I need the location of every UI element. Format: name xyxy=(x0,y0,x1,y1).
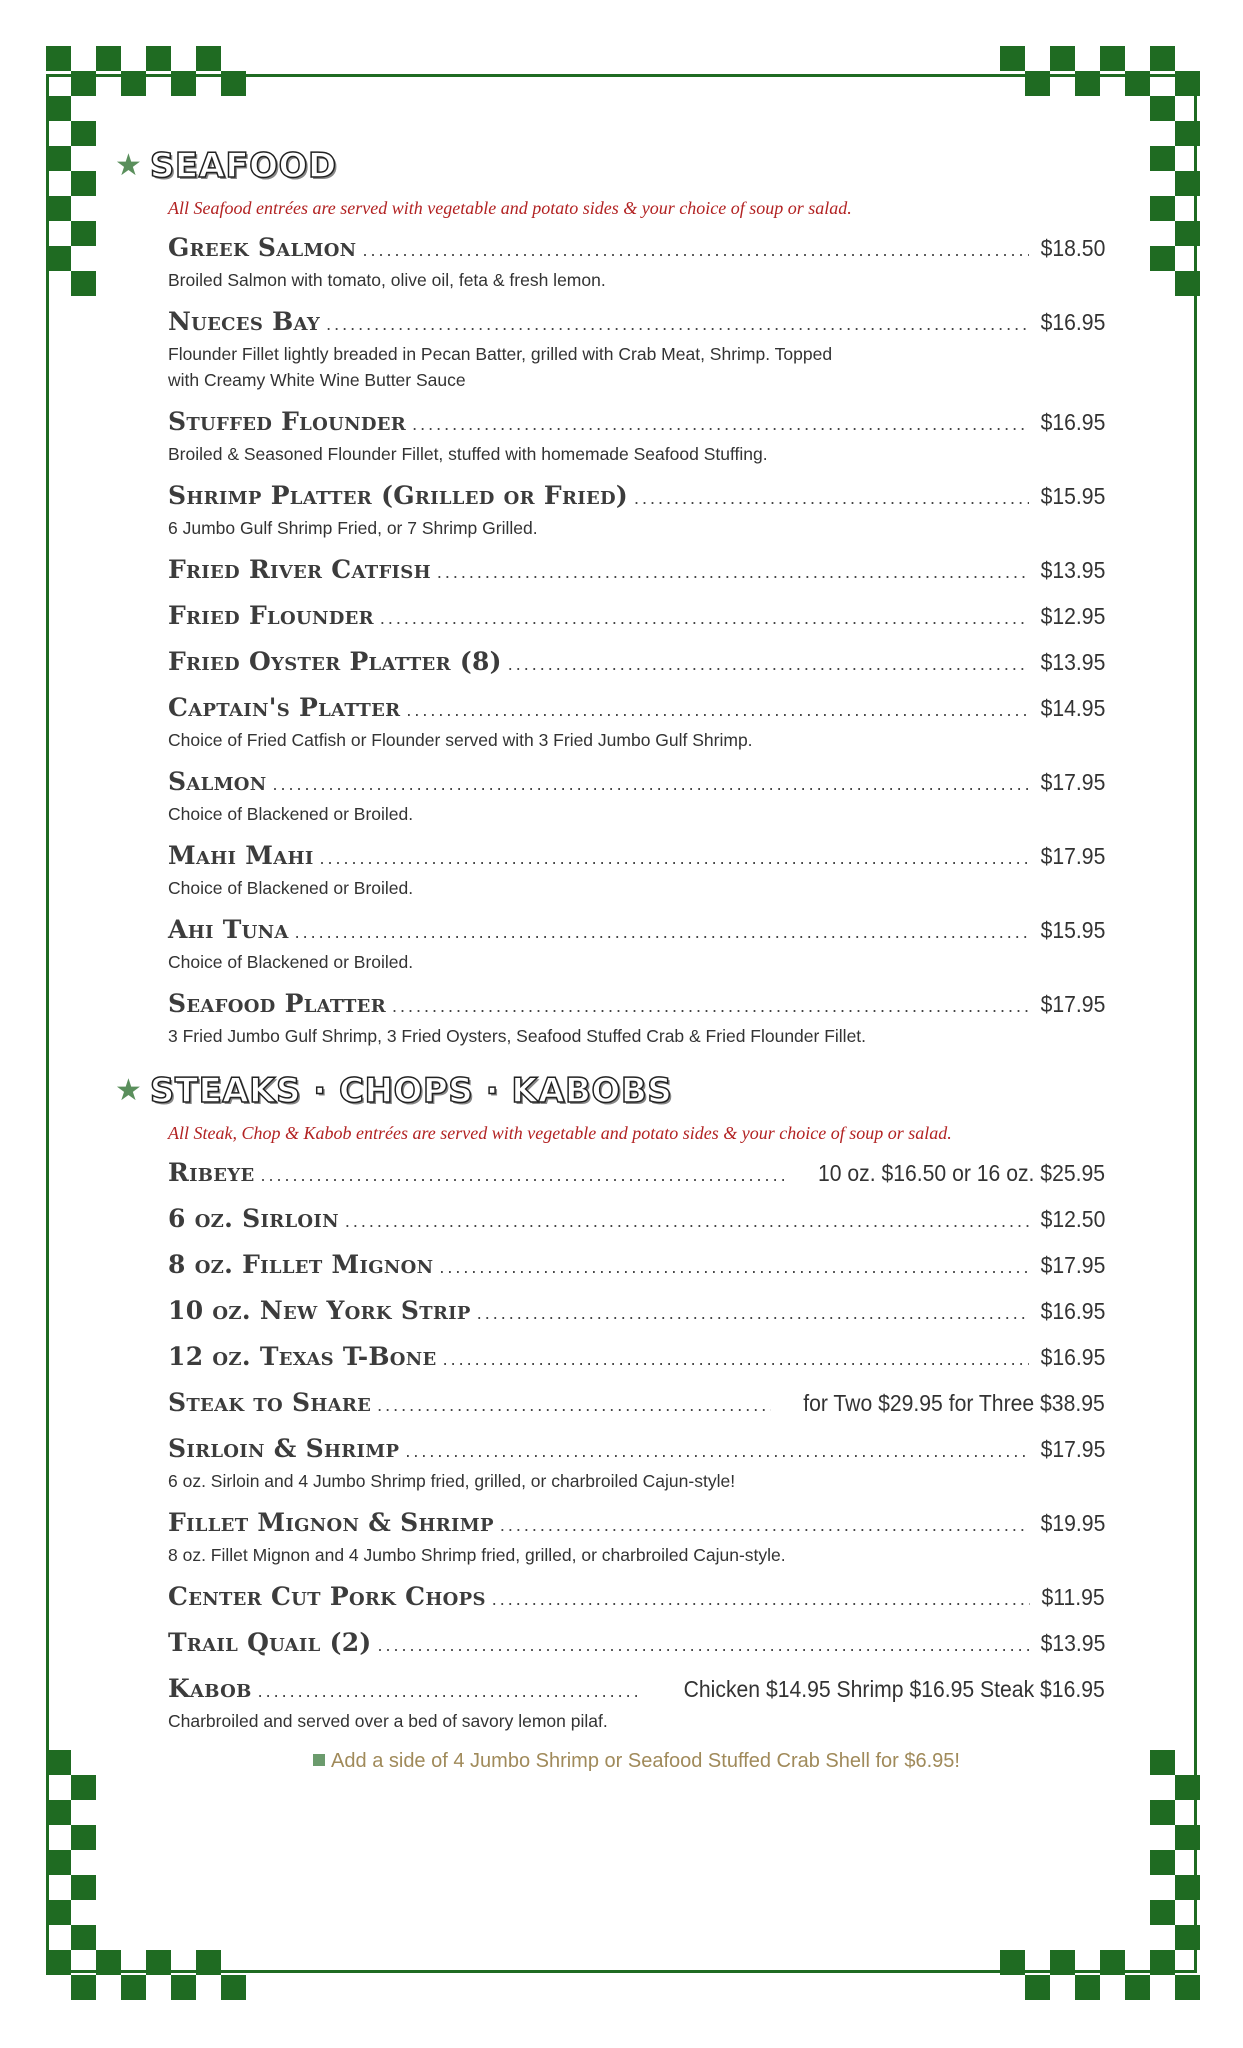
dot-leader xyxy=(380,608,1029,629)
item-name: Ribeye xyxy=(168,1158,255,1187)
checker-square xyxy=(1150,1950,1175,1975)
checker-square xyxy=(1175,1775,1200,1800)
item-description: 3 Fried Jumbo Gulf Shrimp, 3 Fried Oysters, Seafood Stuffed Crab & Fried Flounder Fillet. xyxy=(168,1026,867,1046)
menu-item xyxy=(168,1508,1105,1568)
menu-item-line xyxy=(168,1434,1105,1466)
menu-item-line xyxy=(168,1582,1105,1614)
section-header-steaks xyxy=(115,1067,1105,1115)
dot-leader xyxy=(492,1589,1031,1610)
checker-square xyxy=(1075,1975,1100,2000)
checker-square xyxy=(1175,71,1200,96)
checker-square xyxy=(71,1825,96,1850)
checker-square xyxy=(1150,1800,1175,1825)
menu-item-line xyxy=(168,1296,1105,1328)
item-description: Choice of Blackened or Broiled. xyxy=(168,878,414,898)
item-name: 10 oz. New York Strip xyxy=(168,1296,471,1325)
checker-square xyxy=(71,221,96,246)
checker-square xyxy=(46,1850,71,1875)
checker-square xyxy=(71,71,96,96)
item-name: 12 oz. Texas T-Bone xyxy=(168,1342,437,1371)
item-description: 6 Jumbo Gulf Shrimp Fried, or 7 Shrimp Grilled. xyxy=(168,518,538,538)
item-name: Fried Flounder xyxy=(168,601,374,630)
item-price: $12.50 xyxy=(1040,1206,1105,1232)
menu-item-line xyxy=(168,1508,1105,1540)
dot-leader xyxy=(273,774,1029,795)
dot-leader xyxy=(405,1441,1028,1462)
item-name: Greek Salmon xyxy=(168,233,357,262)
menu-item-line xyxy=(168,307,1105,339)
menu-item xyxy=(168,555,1105,587)
menu-item xyxy=(168,1582,1105,1614)
dot-leader xyxy=(406,700,1028,721)
item-price: $17.95 xyxy=(1040,769,1105,795)
item-description: Broiled Salmon with tomato, olive oil, feta & fresh lemon. xyxy=(168,270,606,290)
menu-item-line xyxy=(168,1158,1105,1190)
menu-item xyxy=(168,915,1105,975)
item-name: Trail Quail (2) xyxy=(168,1628,372,1657)
checker-square xyxy=(46,246,71,271)
item-price: $15.95 xyxy=(1040,917,1105,943)
checker-square xyxy=(1175,1825,1200,1850)
checker-square xyxy=(221,71,246,96)
item-price: Chicken $14.95 Shrimp $16.95 Steak $16.95 xyxy=(683,1676,1105,1702)
item-price: $17.95 xyxy=(1040,991,1105,1017)
menu-content xyxy=(115,138,1105,1773)
checker-square xyxy=(1150,1850,1175,1875)
item-name: Mahi Mahi xyxy=(168,841,314,870)
item-price: $16.95 xyxy=(1040,1344,1105,1370)
menu-item-line xyxy=(168,1628,1105,1660)
item-name: Seafood Platter xyxy=(168,989,386,1018)
dot-leader xyxy=(258,1681,642,1702)
item-name: Fried Oyster Platter (8) xyxy=(168,647,502,676)
checker-square xyxy=(71,1875,96,1900)
item-price: $17.95 xyxy=(1040,843,1105,869)
dot-leader xyxy=(634,488,1029,509)
checker-square xyxy=(46,196,71,221)
item-name: Shrimp Platter (Grilled or Fried) xyxy=(168,481,629,510)
checker-square xyxy=(221,1975,246,2000)
item-name: Steak to Share xyxy=(168,1388,372,1417)
checker-square xyxy=(146,46,171,71)
menu-item xyxy=(168,767,1105,827)
checker-square xyxy=(121,71,146,96)
checker-square xyxy=(71,271,96,296)
checker-square xyxy=(1050,1950,1075,1975)
checker-corner-bottom-left xyxy=(46,1750,246,2000)
checker-square xyxy=(1100,46,1125,71)
checker-square xyxy=(171,1975,196,2000)
checker-square xyxy=(46,146,71,171)
seafood-items xyxy=(168,233,1105,1049)
menu-item-line xyxy=(168,601,1105,633)
item-price: $16.95 xyxy=(1040,309,1105,335)
checker-square xyxy=(1025,71,1050,96)
checker-square xyxy=(1125,1975,1150,2000)
item-price: $19.95 xyxy=(1040,1510,1105,1536)
item-price: $15.95 xyxy=(1040,483,1105,509)
item-price: $11.95 xyxy=(1041,1584,1105,1610)
checker-square xyxy=(1150,1900,1175,1925)
item-name: Ahi Tuna xyxy=(168,915,289,944)
item-name: Stuffed Flounder xyxy=(168,407,407,436)
item-description: Flounder Fillet lightly breaded in Pecan Batter, grilled with Crab Meat, Shrimp. Topped with Creamy White Wine Butter Sauce xyxy=(168,344,833,390)
checker-square xyxy=(1075,71,1100,96)
item-name: Fried River Catfish xyxy=(168,555,431,584)
item-name: 8 oz. Fillet Mignon xyxy=(168,1250,434,1279)
item-description: Broiled & Seasoned Flounder Fillet, stuffed with homemade Seafood Stuffing. xyxy=(168,444,768,464)
checker-square xyxy=(71,1775,96,1800)
menu-item-line xyxy=(168,915,1105,947)
item-price: $13.95 xyxy=(1040,1630,1105,1656)
steak-items xyxy=(168,1158,1105,1734)
checker-square xyxy=(121,1975,146,2000)
menu-item xyxy=(168,989,1105,1049)
checker-square xyxy=(71,121,96,146)
checker-square xyxy=(1000,1950,1025,1975)
checker-square xyxy=(46,1800,71,1825)
menu-item-line xyxy=(168,989,1105,1021)
dot-leader xyxy=(261,1165,787,1186)
menu-item-line xyxy=(168,481,1105,513)
section-title: SEAFOOD xyxy=(149,146,337,186)
menu-item xyxy=(168,693,1105,753)
item-price: for Two $29.95 for Three $38.95 xyxy=(803,1390,1105,1416)
menu-item xyxy=(168,841,1105,901)
dot-leader xyxy=(437,562,1029,583)
item-price: $13.95 xyxy=(1040,557,1105,583)
checker-square xyxy=(46,1900,71,1925)
item-description: Choice of Fried Catfish or Flounder served with 3 Fried Jumbo Gulf Shrimp. xyxy=(168,730,753,750)
menu-item-line xyxy=(168,1204,1105,1236)
item-price: $14.95 xyxy=(1040,695,1105,721)
menu-item-line xyxy=(168,407,1105,439)
menu-item xyxy=(168,1250,1105,1282)
section-note: All Seafood entrées are served with vegetable and potato sides & your choice of soup or salad. xyxy=(168,198,852,218)
menu-item xyxy=(168,1628,1105,1660)
item-price: $17.95 xyxy=(1040,1252,1105,1278)
section-title: STEAKS · CHOPS · KABOBS xyxy=(149,1071,673,1111)
checker-square xyxy=(1150,1750,1175,1775)
menu-item xyxy=(168,1434,1105,1494)
dot-leader xyxy=(320,848,1029,869)
item-name: Captain's Platter xyxy=(168,693,401,722)
checker-square xyxy=(1000,46,1025,71)
checker-square xyxy=(71,1925,96,1950)
item-price: $18.50 xyxy=(1040,235,1105,261)
checker-square xyxy=(46,1750,71,1775)
checker-square xyxy=(171,71,196,96)
item-description: Charbroiled and served over a bed of savory lemon pilaf. xyxy=(168,1711,608,1731)
dot-leader xyxy=(392,996,1029,1017)
dot-leader xyxy=(326,314,1029,335)
item-description: 8 oz. Fillet Mignon and 4 Jumbo Shrimp fried, grilled, or charbroiled Cajun-style. xyxy=(168,1545,786,1565)
star-icon: ★ xyxy=(115,1073,142,1108)
checker-square xyxy=(1175,221,1200,246)
menu-item xyxy=(168,601,1105,633)
checker-square xyxy=(46,1950,71,1975)
item-price: $13.95 xyxy=(1040,649,1105,675)
checker-square xyxy=(1150,246,1175,271)
menu-item xyxy=(168,233,1105,293)
checker-square xyxy=(96,46,121,71)
checker-square xyxy=(46,46,71,71)
dot-leader xyxy=(378,1635,1029,1656)
item-description: Choice of Blackened or Broiled. xyxy=(168,952,414,972)
section-note: All Steak, Chop & Kabob entrées are served with vegetable and potato sides & your choice of soup or salad. xyxy=(168,1123,952,1143)
checker-square xyxy=(1175,171,1200,196)
item-description: 6 oz. Sirloin and 4 Jumbo Shrimp fried, grilled, or charbroiled Cajun-style! xyxy=(168,1471,736,1491)
item-description: Choice of Blackened or Broiled. xyxy=(168,804,414,824)
checker-corner-bottom-right xyxy=(1000,1750,1200,2000)
checker-square xyxy=(71,171,96,196)
dot-leader xyxy=(443,1349,1029,1370)
item-price: $17.95 xyxy=(1040,1436,1105,1462)
dot-leader xyxy=(439,1257,1028,1278)
item-name: Nueces Bay xyxy=(168,307,321,336)
menu-item xyxy=(168,1388,1105,1420)
menu-item-line xyxy=(168,647,1105,679)
checker-square xyxy=(146,1950,171,1975)
checker-square xyxy=(1150,196,1175,221)
section-header-seafood xyxy=(115,142,1105,190)
dot-leader xyxy=(477,1303,1029,1324)
dot-leader xyxy=(500,1515,1029,1536)
checker-square xyxy=(1175,1925,1200,1950)
dot-leader xyxy=(345,1211,1029,1232)
checker-square xyxy=(1175,271,1200,296)
menu-item-line xyxy=(168,1342,1105,1374)
menu-item xyxy=(168,307,1105,393)
menu-item-line xyxy=(168,1250,1105,1282)
checker-square xyxy=(1150,146,1175,171)
checker-square xyxy=(1175,121,1200,146)
checker-square xyxy=(1150,96,1175,121)
menu-item-line xyxy=(168,555,1105,587)
menu-item xyxy=(168,407,1105,467)
menu-item xyxy=(168,481,1105,541)
menu-item xyxy=(168,1204,1105,1236)
checker-square xyxy=(46,96,71,121)
menu-item-line xyxy=(168,841,1105,873)
dot-leader xyxy=(412,414,1029,435)
item-name: Center Cut Pork Chops xyxy=(168,1582,486,1611)
checker-square xyxy=(196,46,221,71)
dot-leader xyxy=(508,654,1029,675)
square-bullet-icon xyxy=(313,1754,325,1766)
item-price: $16.95 xyxy=(1040,1298,1105,1324)
item-name: 6 oz. Sirloin xyxy=(168,1204,339,1233)
checker-square xyxy=(96,1950,121,1975)
menu-item xyxy=(168,1158,1105,1190)
menu-item xyxy=(168,1674,1105,1734)
item-price: $12.95 xyxy=(1040,603,1105,629)
menu-item xyxy=(168,1296,1105,1328)
add-side-note-text: Add a side of 4 Jumbo Shrimp or Seafood Stuffed Crab Shell for $6.95! xyxy=(331,1750,960,1772)
item-price: 10 oz. $16.50 or 16 oz. $25.95 xyxy=(817,1160,1105,1186)
checker-square xyxy=(1125,71,1150,96)
item-name: Sirloin & Shrimp xyxy=(168,1434,400,1463)
menu-item-line xyxy=(168,1388,1105,1420)
menu-item xyxy=(168,1342,1105,1374)
checker-square xyxy=(1175,1875,1200,1900)
item-name: Salmon xyxy=(168,767,267,796)
dot-leader xyxy=(295,922,1029,943)
item-price: $16.95 xyxy=(1040,409,1105,435)
add-side-note xyxy=(168,1750,1105,1773)
item-name: Kabob xyxy=(168,1674,252,1703)
checker-square xyxy=(71,1975,96,2000)
menu-item-line xyxy=(168,1674,1105,1706)
menu-item-line xyxy=(168,693,1105,725)
menu-item xyxy=(168,647,1105,679)
checker-square xyxy=(1175,1975,1200,2000)
checker-square xyxy=(1050,46,1075,71)
checker-square xyxy=(1100,1950,1125,1975)
dot-leader xyxy=(377,1395,771,1416)
menu-item-line xyxy=(168,767,1105,799)
checker-square xyxy=(1025,1975,1050,2000)
dot-leader xyxy=(362,240,1028,261)
star-icon: ★ xyxy=(115,148,142,183)
menu-item-line xyxy=(168,233,1105,265)
checker-square xyxy=(1150,46,1175,71)
item-name: Fillet Mignon & Shrimp xyxy=(168,1508,494,1537)
checker-square xyxy=(196,1950,221,1975)
